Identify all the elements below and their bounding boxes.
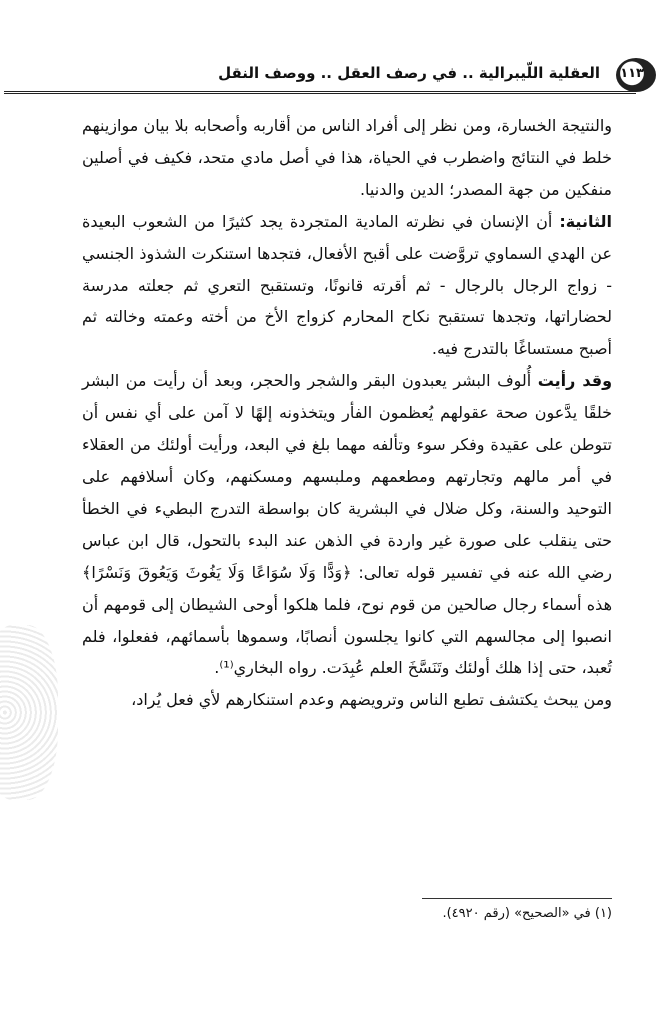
header-divider <box>4 91 636 94</box>
footnote-divider <box>422 898 612 899</box>
running-title: العقلية اللّيبرالية .. في رصف العقل .. ووصف النقل <box>218 64 600 82</box>
page-number: ١١٣ <box>620 66 644 81</box>
lead-word-second: الثانية: <box>559 211 612 231</box>
paragraph-3 <box>82 365 612 684</box>
paragraph-1: والنتيجة الخسارة، ومن نظر إلى أفراد الناس من أقاربه وأصحابه بلا بيان موازينهم خلط في النتائج واضطرب في الحياة، هذا في أصل مادي متحد، فكيف في أصلين منفكين من جهة المصدر؛ الدين والدنيا. <box>82 116 612 199</box>
main-text <box>82 110 612 716</box>
footnote: (١) في «الصحيح» (رقم ٤٩٢٠). <box>442 906 612 921</box>
paragraph-2-text: أن الإنسان في نظرته المادية المتجردة يجد كثيرًا من الشعوب البعيدة عن الهدي السماوي تروَّضت على أقبح الأفعال، فتجدها استنكرت الشذوذ الجنسي - زواج الرجال بالرجال - ثم أقرته قانونًا، وتستقبح التعري ثم جعلته مدرسة لحضاراتها، وتجدها تستقبح نكاح المحارم كزواج الأخ من أخته وعمته وخالته ثم أصبح مستساغًا بالتدرج فيه. <box>82 211 612 359</box>
paragraph-2 <box>82 206 612 366</box>
paragraph-3-text: أُلوف البشر يعبدون البقر والشجر والحجر، وبعد أن رأيت من البشر خلقًا يدَّعون صحة عقولهم يُعظمون الفأر ويتخذونه إلهًا لا آمن على أي نفس أن تتوطن على عقيدة وفكر سوء وتألفه مهما بلغ في البعد، ورأيت أولئك من العقلاء في أمر مالهم وتجارتهم ومطعمهم وملبسهم ومسكنهم، وكان أسلافهم على التوحيد والسنة، وكل ضلال في البشرية كان بواسطة التدرج البطيء في الخطأ حتى ينقلب على صورة غير واردة في الذهن عند البدء بالتحول، قال ابن عباس رضي الله عنه في تفسير قوله تعالى: ﴿وَدًّا وَلَا سُوَاعًا وَلَا يَغُوثَ وَيَعُوقَ وَنَسْرًا﴾ هذه أسماء رجال صالحين من قوم نوح، فلما هلكوا أوحى الشيطان إلى قومهم أن انصبوا إلى مجالسهم التي كانوا يجلسون أنصابًا، وسموها بأسمائهم، ففعلوا، فلم تُعبد، حتى إذا هلك أولئك وتَنَسَّخَ العلم عُبِدَت. رواه البخاري⁽¹⁾. <box>82 371 612 678</box>
running-header <box>0 58 660 98</box>
paragraph-4: ومن يبحث يكتشف تطبع الناس وترويضهم وعدم استنكارهم لأي فعل يُراد، <box>131 690 612 710</box>
lead-word-seen: وقد رأيت <box>537 371 613 391</box>
library-stamp-watermark <box>0 625 58 800</box>
